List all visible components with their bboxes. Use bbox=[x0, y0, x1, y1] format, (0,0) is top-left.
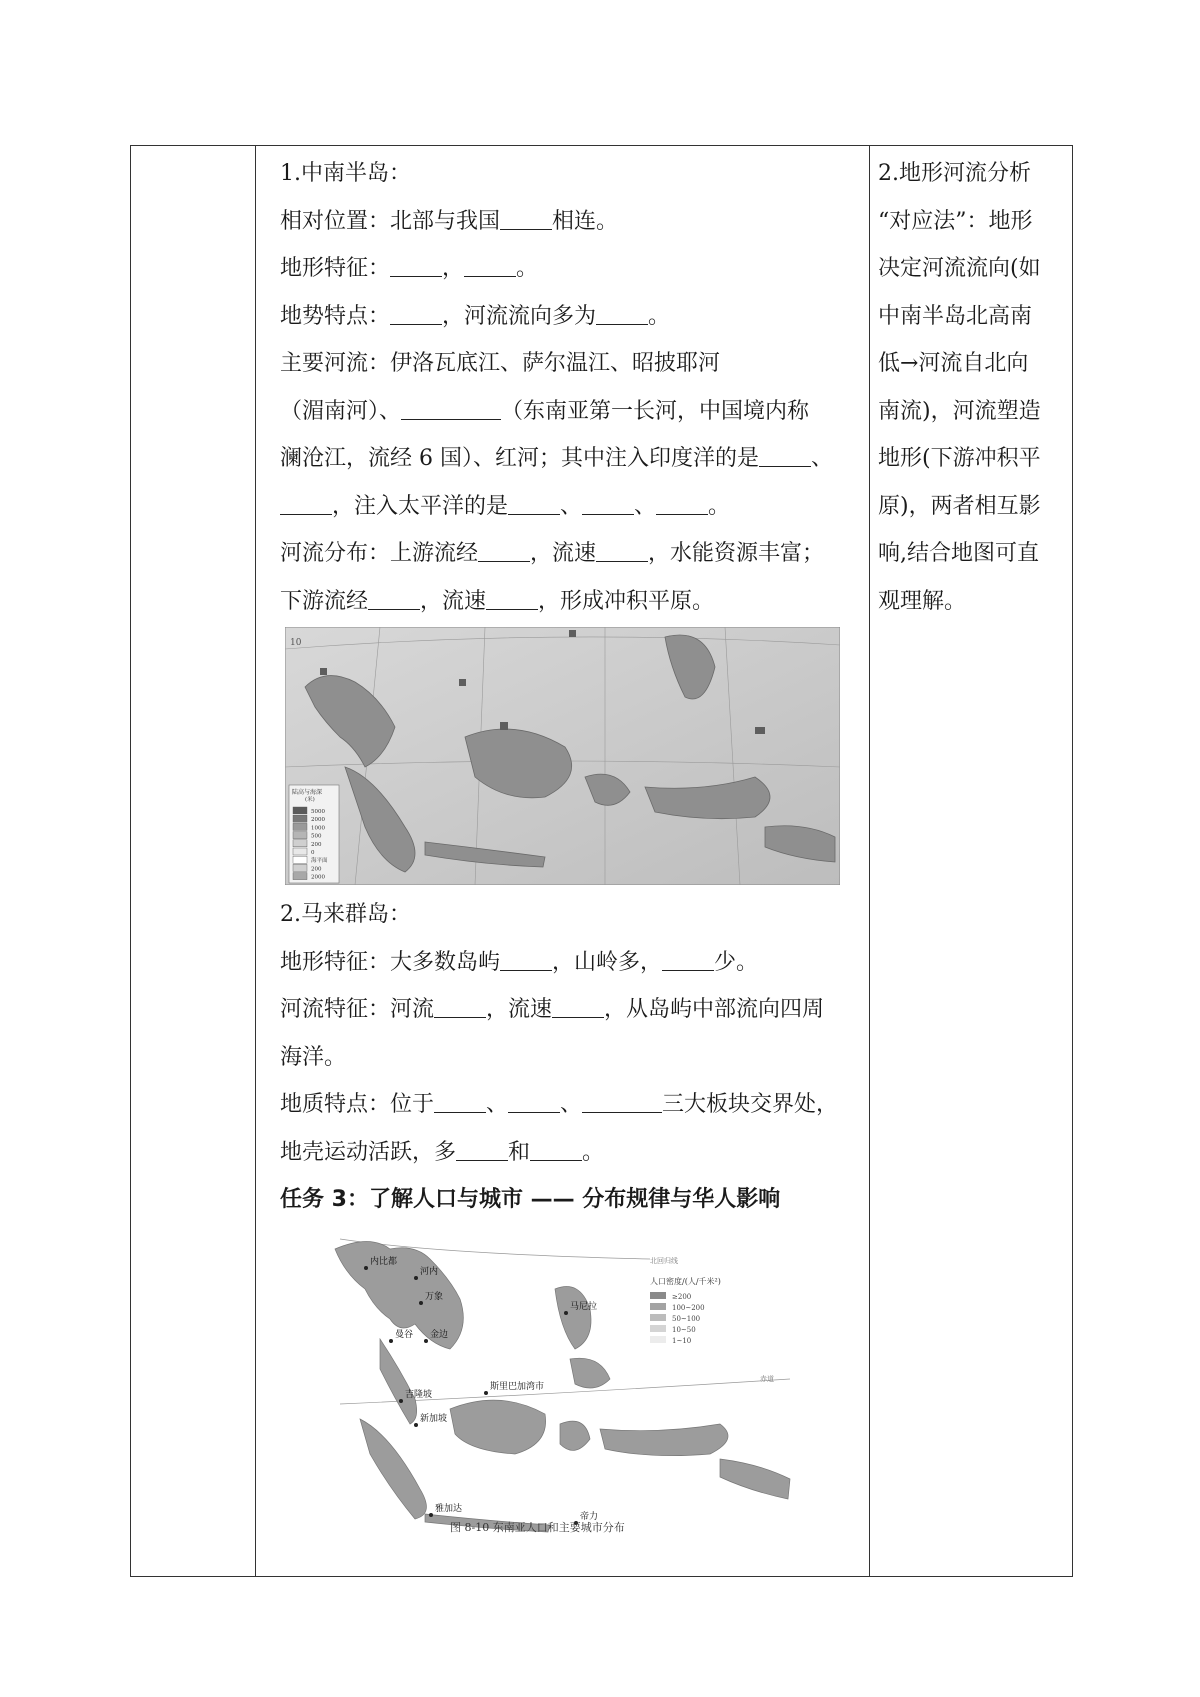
legend-label: 2000 bbox=[311, 874, 325, 881]
blank[interactable] bbox=[530, 1142, 582, 1161]
legend-label: 0 bbox=[311, 850, 315, 856]
blank[interactable] bbox=[434, 1094, 486, 1113]
city-marker bbox=[424, 1339, 428, 1343]
legend-label: 1000 bbox=[311, 825, 325, 832]
city-label: 河内 bbox=[420, 1267, 439, 1277]
city-marker bbox=[414, 1423, 418, 1427]
legend-label: ≥200 bbox=[672, 1293, 692, 1301]
blank[interactable] bbox=[582, 1094, 662, 1113]
rivers-line-3: 澜沧江，流经 6 国）、红河；其中注入印度洋的是 、 bbox=[280, 446, 834, 471]
tropic-label: 北回归线 bbox=[650, 1257, 678, 1265]
blank[interactable] bbox=[434, 999, 486, 1018]
city-label: 万象 bbox=[425, 1292, 444, 1302]
legend-label: 200 bbox=[311, 841, 322, 848]
city-label: 吉隆坡 bbox=[405, 1390, 433, 1400]
relief-legend bbox=[289, 785, 339, 883]
note-line: 地形(下游冲积平 bbox=[878, 446, 1041, 471]
blank[interactable] bbox=[464, 258, 516, 277]
legend-swatch bbox=[650, 1314, 666, 1321]
population-map-image bbox=[320, 1229, 800, 1534]
city-marker bbox=[364, 1266, 368, 1270]
blank[interactable] bbox=[390, 306, 442, 325]
legend-label: 海平面 bbox=[311, 858, 328, 865]
svg-text:人口密度/(人/千米²): 人口密度/(人/千米²) bbox=[650, 1277, 721, 1286]
legend-swatch bbox=[650, 1325, 666, 1332]
legend-swatch bbox=[293, 873, 307, 880]
blank[interactable] bbox=[390, 258, 442, 277]
city-label: 新加坡 bbox=[420, 1414, 448, 1424]
rivers-line-1: 主要河流：伊洛瓦底江、萨尔温江、昭披耶河 bbox=[280, 351, 721, 376]
legend-swatch bbox=[650, 1292, 666, 1299]
legend-label: 10~50 bbox=[672, 1326, 696, 1334]
city-marker bbox=[399, 1399, 403, 1403]
note-line: 响,结合地图可直 bbox=[878, 541, 1039, 566]
legend-label: 200 bbox=[311, 866, 322, 873]
city-marker bbox=[429, 1513, 433, 1517]
blank[interactable] bbox=[662, 952, 714, 971]
city-marker bbox=[564, 1311, 568, 1315]
content-column bbox=[280, 150, 864, 1534]
blank[interactable] bbox=[596, 306, 648, 325]
river-distribution-line-2: 下游流经 ，流速 ，形成冲积平原。 bbox=[280, 588, 715, 614]
city-label: 帝力 bbox=[580, 1512, 599, 1522]
blank[interactable] bbox=[508, 496, 560, 515]
city-label: 斯里巴加湾市 bbox=[490, 1382, 545, 1392]
note-line: 观理解。 bbox=[878, 588, 967, 614]
blank[interactable] bbox=[478, 543, 530, 562]
blank[interactable] bbox=[759, 448, 811, 467]
relative-position-line: 相对位置：北部与我国 相连。 bbox=[280, 208, 619, 234]
blank[interactable] bbox=[486, 591, 538, 610]
note-line: “对应法”：地形 bbox=[878, 208, 1033, 234]
blank[interactable] bbox=[596, 543, 648, 562]
rivers-line-4: ，注入太平洋的是 、 、 。 bbox=[280, 483, 864, 531]
blank[interactable] bbox=[401, 401, 501, 420]
blank[interactable] bbox=[368, 591, 420, 610]
note-line: 2.地形河流分析 bbox=[878, 161, 1031, 186]
legend-swatch bbox=[293, 840, 307, 847]
section-2-title: 2.马来群岛： bbox=[280, 902, 411, 927]
blank[interactable] bbox=[656, 496, 708, 515]
geology-line-2: 地壳运动活跃，多 和 。 bbox=[280, 1139, 605, 1165]
legend-label: 50~100 bbox=[672, 1315, 701, 1323]
legend-swatch bbox=[293, 807, 307, 814]
city-marker bbox=[484, 1391, 488, 1395]
blank[interactable] bbox=[280, 496, 332, 515]
note-line: 中南半岛北高南 bbox=[878, 303, 1033, 329]
notes-column bbox=[878, 150, 1064, 625]
svg-text:陆高与海深: 陆高与海深 bbox=[292, 789, 323, 796]
svg-text:(米): (米) bbox=[305, 797, 315, 803]
column-divider-left bbox=[255, 145, 256, 1577]
legend-swatch bbox=[293, 823, 307, 830]
legend-label: 2000 bbox=[311, 817, 325, 824]
legend-label: 5000 bbox=[311, 809, 325, 815]
equator-label: 赤道 bbox=[760, 1375, 774, 1383]
blank[interactable] bbox=[500, 952, 552, 971]
city-label: 马尼拉 bbox=[570, 1302, 598, 1312]
city-marker bbox=[419, 1301, 423, 1305]
relief-line: 地势特点： ，河流流向多为 。 bbox=[280, 303, 671, 329]
blank[interactable] bbox=[500, 211, 552, 230]
rivers-line-2: （湄南河）、 （东南亚第一长河，中国境内称 bbox=[280, 398, 810, 424]
blank[interactable] bbox=[582, 496, 634, 515]
legend-swatch bbox=[293, 864, 307, 871]
blank[interactable] bbox=[552, 999, 604, 1018]
legend-swatch bbox=[293, 848, 307, 855]
legend-label: 1~10 bbox=[672, 1337, 692, 1345]
archipelago-river-line-2: 海洋。 bbox=[280, 1044, 347, 1070]
geology-line-1: 地质特点：位于 、 、 三大板块交界处， bbox=[280, 1092, 839, 1117]
legend-swatch bbox=[293, 815, 307, 822]
city-marker bbox=[389, 1339, 393, 1343]
legend-label: 500 bbox=[311, 833, 322, 840]
city-label: 金边 bbox=[430, 1330, 449, 1340]
blank[interactable] bbox=[456, 1142, 508, 1161]
city-marker bbox=[414, 1276, 418, 1280]
city-label: 雅加达 bbox=[435, 1504, 463, 1514]
terrain-line: 地形特征： ， 。 bbox=[280, 256, 539, 281]
note-line: 低→河流自北向 bbox=[878, 351, 1029, 376]
city-label: 内比都 bbox=[370, 1257, 398, 1267]
note-line: 决定河流流向(如 bbox=[878, 256, 1041, 281]
city-label: 曼谷 bbox=[395, 1330, 414, 1340]
legend-swatch bbox=[650, 1303, 666, 1310]
relief-map-image bbox=[285, 627, 840, 885]
archipelago-river-line-1: 河流特征：河流 ，流速 ，从岛屿中部流向四周 bbox=[280, 997, 825, 1022]
legend-swatch bbox=[293, 832, 307, 839]
legend-swatch bbox=[293, 856, 307, 863]
archipelago-terrain-line: 地形特征：大多数岛屿 ，山岭多， 少。 bbox=[280, 949, 759, 975]
note-line: 南流)，河流塑造 bbox=[878, 398, 1041, 424]
river-distribution-line-1: 河流分布：上游流经 ，流速 ，水能资源丰富； bbox=[280, 541, 825, 566]
blank[interactable] bbox=[508, 1094, 560, 1113]
latitude-label: 10 bbox=[290, 638, 302, 648]
legend-swatch bbox=[650, 1336, 666, 1343]
legend-label: 100~200 bbox=[672, 1304, 705, 1312]
task-3-heading: 任务 3：了解人口与城市 —— 分布规律与华人影响 bbox=[280, 1187, 781, 1212]
note-line: 原)，两者相互影 bbox=[878, 493, 1041, 519]
figure-caption: 图 8-10 东南亚人口和主要城市分布 bbox=[450, 1521, 625, 1534]
column-divider-right bbox=[869, 145, 870, 1577]
section-1-title: 1.中南半岛： bbox=[280, 161, 411, 186]
